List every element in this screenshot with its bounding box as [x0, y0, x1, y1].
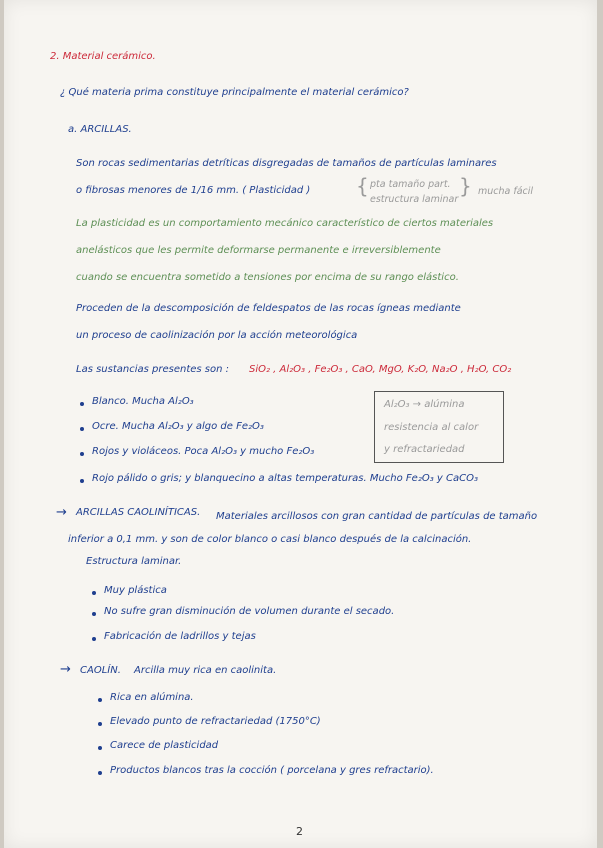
- definition-line-2: o fibrosas menores de 1/16 mm. ( Plasticidad ): [76, 185, 311, 196]
- kaolinitic-clays-text-2: inferior a 0,1 mm. y son de color blanco o casi blanco después de la calcinación.: [68, 534, 472, 545]
- alumina-note-line-3: y refractariedad: [384, 444, 465, 455]
- aside-note-top: pta tamaño part.: [370, 179, 451, 190]
- bullet-dot: [92, 612, 96, 616]
- kaolin-bullet-2: Elevado punto de refractariedad (1750°C): [110, 716, 321, 727]
- aside-close-bracket: }: [459, 174, 472, 198]
- kaolin-bullet-3: Carece de plasticidad: [110, 740, 219, 751]
- notebook-page: [4, 0, 597, 848]
- kaolinitic-clays-text-3: Estructura laminar.: [86, 556, 182, 567]
- bullet-dot: [98, 771, 102, 775]
- bullet-dot: [80, 427, 84, 431]
- kaolinitic-bullet-2: No sufre gran disminución de volumen durante el secado.: [104, 606, 395, 617]
- plasticity-line-1: La plasticidad es un comportamiento mecánico característico de ciertos materiales: [76, 218, 494, 229]
- bullet-dot: [80, 479, 84, 483]
- bullet-dot: [92, 637, 96, 641]
- alumina-note-line-2: resistencia al calor: [384, 422, 479, 433]
- kaolinitic-bullet-3: Fabricación de ladrillos y tejas: [104, 631, 256, 642]
- substances-list: SiO₂ , Al₂O₃ , Fe₂O₃ , CaO, MgO, K₂O, Na₂O , H₂O, CO₂: [249, 364, 512, 375]
- color-item-white: Blanco. Mucha Al₂O₃: [92, 396, 194, 407]
- bullet-dot: [92, 591, 96, 595]
- origin-line-1: Proceden de la descomposición de feldespatos de las rocas ígneas mediante: [76, 303, 461, 314]
- bullet-dot: [98, 698, 102, 702]
- kaolin-bullet-1: Rica en alúmina.: [110, 692, 194, 703]
- kaolinitic-bullet-1: Muy plástica: [104, 585, 167, 596]
- kaolin-title: CAOLÍN.: [80, 665, 121, 676]
- kaolin-bullet-4: Productos blancos tras la cocción ( porcelana y gres refractario).: [110, 765, 434, 776]
- aside-open-bracket: {: [356, 174, 369, 198]
- question-heading: ¿ Qué materia prima constituye principalmente el material cerámico?: [60, 87, 409, 98]
- substances-intro: Las sustancias presentes son :: [76, 364, 230, 375]
- kaolin-text: Arcilla muy rica en caolinita.: [134, 665, 277, 676]
- plasticity-line-2: anelásticos que les permite deformarse permanente e irreversiblemente: [76, 245, 441, 256]
- arrow-right-icon: →: [60, 662, 71, 677]
- aside-note-right: mucha fácil: [478, 186, 534, 197]
- aside-note-bottom: estructura laminar: [370, 194, 459, 205]
- section-title: 2. Material cerámico.: [50, 51, 156, 62]
- subsection-title: a. ARCILLAS.: [68, 124, 132, 135]
- kaolinitic-clays-title: ARCILLAS CAOLINÍTICAS.: [76, 507, 201, 518]
- bullet-dot: [98, 746, 102, 750]
- bullet-dot: [80, 452, 84, 456]
- arrow-right-icon: →: [56, 505, 67, 520]
- origin-line-2: un proceso de caolinización por la acción meteorológica: [76, 330, 358, 341]
- bullet-dot: [98, 722, 102, 726]
- page-number: 2: [296, 825, 303, 838]
- color-item-ochre: Ocre. Mucha Al₂O₃ y algo de Fe₂O₃: [92, 421, 264, 432]
- color-item-pale: Rojo pálido o gris; y blanquecino a altas temperaturas. Mucho Fe₂O₃ y CaCO₃: [92, 473, 478, 484]
- plasticity-line-3: cuando se encuentra sometido a tensiones por encima de su rango elástico.: [76, 272, 459, 283]
- alumina-note-line-1: Al₂O₃ → alúmina: [384, 399, 465, 410]
- bullet-dot: [80, 402, 84, 406]
- color-item-red: Rojos y violáceos. Poca Al₂O₃ y mucho Fe₂O₃: [92, 446, 315, 457]
- kaolinitic-clays-text-1: Materiales arcillosos con gran cantidad de partículas de tamaño: [216, 511, 538, 522]
- definition-line-1: Son rocas sedimentarias detríticas disgregadas de tamaños de partículas laminares: [76, 158, 497, 169]
